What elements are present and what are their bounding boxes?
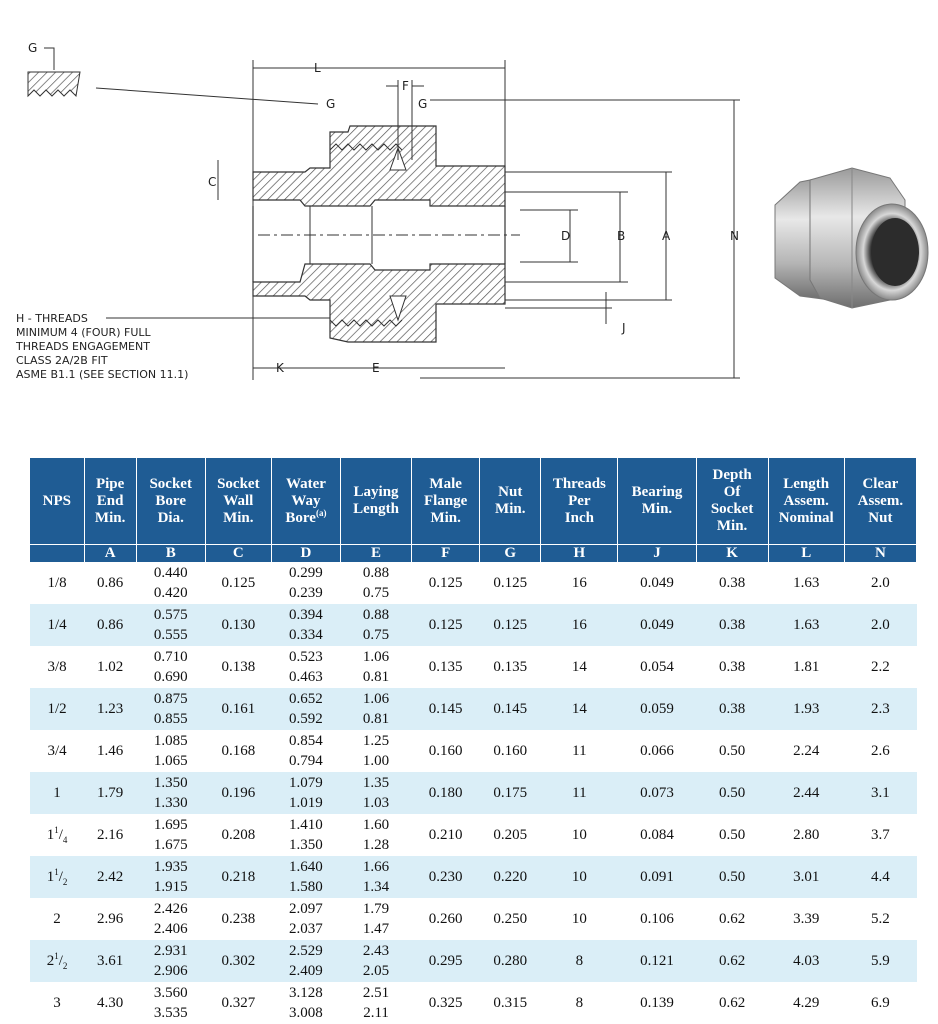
table-row (30, 772, 917, 814)
letter-cell: F (412, 545, 480, 563)
dim-label-d: D (561, 229, 571, 243)
cell-socket-wall: 0.168 (205, 730, 271, 772)
cell-pipe-end: 2.96 (84, 898, 136, 940)
union-cross-section-svg (0, 0, 938, 420)
cell-threads-per-inch: 11 (541, 772, 618, 814)
cell-bearing: 0.106 (618, 898, 696, 940)
cell-threads-per-inch: 8 (541, 982, 618, 1024)
cell-laying-length: 0.88 0.75 (340, 562, 411, 604)
cell-pipe-end: 1.23 (84, 688, 136, 730)
cell-nps: 3 (30, 982, 84, 1024)
cell-water-way-bore: 0.394 0.334 (271, 604, 340, 646)
cell-pipe-end: 1.79 (84, 772, 136, 814)
letter-cell: K (696, 545, 768, 563)
cell-length-assem: 2.24 (768, 730, 844, 772)
cell-threads-per-inch: 14 (541, 688, 618, 730)
cell-socket-depth: 0.62 (696, 898, 768, 940)
cell-male-flange: 0.145 (412, 688, 480, 730)
header-socket-wall-min: Socket Wall Min. (205, 458, 271, 545)
cell-bearing: 0.049 (618, 604, 696, 646)
cell-pipe-end: 0.86 (84, 604, 136, 646)
cell-bearing: 0.059 (618, 688, 696, 730)
cell-water-way-bore: 0.854 0.794 (271, 730, 340, 772)
table-row (30, 604, 917, 646)
cell-socket-depth: 0.38 (696, 646, 768, 688)
cell-laying-length: 1.66 1.34 (340, 856, 411, 898)
cell-socket-bore: 1.350 1.330 (136, 772, 205, 814)
cell-water-way-bore: 2.529 2.409 (271, 940, 340, 982)
cell-socket-bore: 1.935 1.915 (136, 856, 205, 898)
cell-length-assem: 1.63 (768, 604, 844, 646)
cell-male-flange: 0.295 (412, 940, 480, 982)
cell-length-assem: 4.03 (768, 940, 844, 982)
cell-socket-bore: 0.875 0.855 (136, 688, 205, 730)
table-body (30, 562, 917, 1024)
cell-water-way-bore: 0.523 0.463 (271, 646, 340, 688)
cell-socket-wall: 0.138 (205, 646, 271, 688)
cell-length-assem: 4.29 (768, 982, 844, 1024)
cell-clear-assem-nut: 2.6 (844, 730, 916, 772)
cell-socket-depth: 0.62 (696, 982, 768, 1024)
cell-nps: 1/2 (30, 688, 84, 730)
header-pipe-end-min: Pipe End Min. (84, 458, 136, 545)
cell-length-assem: 1.93 (768, 688, 844, 730)
dim-label-g-left: G (326, 97, 336, 111)
header-nps: NPS (30, 458, 84, 545)
cell-nut: 0.175 (480, 772, 541, 814)
cell-nut: 0.145 (480, 688, 541, 730)
cell-bearing: 0.054 (618, 646, 696, 688)
cell-socket-wall: 0.327 (205, 982, 271, 1024)
letter-cell: N (844, 545, 916, 563)
cell-socket-depth: 0.62 (696, 940, 768, 982)
cell-socket-bore: 1.085 1.065 (136, 730, 205, 772)
cell-laying-length: 1.06 0.81 (340, 688, 411, 730)
cell-male-flange: 0.180 (412, 772, 480, 814)
cell-socket-wall: 0.238 (205, 898, 271, 940)
cell-water-way-bore: 1.079 1.019 (271, 772, 340, 814)
cell-clear-assem-nut: 6.9 (844, 982, 916, 1024)
header-bearing-min: Bearing Min. (618, 458, 696, 545)
cell-pipe-end: 1.46 (84, 730, 136, 772)
cell-male-flange: 0.135 (412, 646, 480, 688)
cell-clear-assem-nut: 2.3 (844, 688, 916, 730)
cell-nut: 0.125 (480, 604, 541, 646)
cell-nut: 0.125 (480, 562, 541, 604)
cell-clear-assem-nut: 2.0 (844, 604, 916, 646)
cell-socket-wall: 0.208 (205, 814, 271, 856)
cell-laying-length: 1.60 1.28 (340, 814, 411, 856)
cell-threads-per-inch: 8 (541, 940, 618, 982)
header-row (30, 458, 917, 545)
cell-socket-bore: 2.931 2.906 (136, 940, 205, 982)
cell-socket-bore: 2.426 2.406 (136, 898, 205, 940)
union-drawing-figure (0, 0, 938, 420)
dim-label-e: E (372, 361, 380, 375)
dim-label-n: N (730, 229, 739, 243)
cell-nps: 3/8 (30, 646, 84, 688)
dim-label-b: B (617, 229, 626, 243)
cell-socket-wall: 0.196 (205, 772, 271, 814)
table-row (30, 898, 917, 940)
cell-threads-per-inch: 16 (541, 604, 618, 646)
bore-footnote-mark: (a) (315, 507, 327, 518)
table-row (30, 730, 917, 772)
header-water-way-bore: Water Way Bore$^{(a)}$ (271, 458, 340, 545)
letter-cell: J (618, 545, 696, 563)
header-nut-min: Nut Min. (480, 458, 541, 545)
cell-length-assem: 2.80 (768, 814, 844, 856)
table-row (30, 940, 917, 982)
cell-socket-wall: 0.130 (205, 604, 271, 646)
letter-cell: L (768, 545, 844, 563)
header-socket-bore-dia: Socket Bore Dia. (136, 458, 205, 545)
cell-nut: 0.160 (480, 730, 541, 772)
cell-socket-depth: 0.50 (696, 814, 768, 856)
table-row (30, 814, 917, 856)
note-line: MINIMUM 4 (FOUR) FULL (16, 326, 151, 339)
cell-clear-assem-nut: 2.0 (844, 562, 916, 604)
cell-clear-assem-nut: 3.7 (844, 814, 916, 856)
letter-cell: B (136, 545, 205, 563)
cell-length-assem: 3.39 (768, 898, 844, 940)
cell-threads-per-inch: 11 (541, 730, 618, 772)
cell-bearing: 0.049 (618, 562, 696, 604)
cell-nps: 2 (30, 898, 84, 940)
cell-male-flange: 0.230 (412, 856, 480, 898)
dim-label-g-detail: G (28, 41, 38, 55)
header-depth-of-socket-min: Depth Of Socket Min. (696, 458, 768, 545)
dim-label-k: K (276, 361, 284, 375)
cell-male-flange: 0.125 (412, 562, 480, 604)
cell-socket-wall: 0.125 (205, 562, 271, 604)
cell-nut: 0.315 (480, 982, 541, 1024)
cell-length-assem: 2.44 (768, 772, 844, 814)
dim-label-a: A (662, 229, 671, 243)
cell-clear-assem-nut: 4.4 (844, 856, 916, 898)
table-row (30, 646, 917, 688)
cell-nps: 1/4 (30, 604, 84, 646)
table-row (30, 982, 917, 1024)
cell-socket-depth: 0.50 (696, 856, 768, 898)
cell-socket-bore: 1.695 1.675 (136, 814, 205, 856)
cell-socket-bore: 3.560 3.535 (136, 982, 205, 1024)
letter-cell: G (480, 545, 541, 563)
cell-nut: 0.220 (480, 856, 541, 898)
cell-male-flange: 0.325 (412, 982, 480, 1024)
cell-water-way-bore: 0.299 0.239 (271, 562, 340, 604)
dim-label-g-right: G (418, 97, 428, 111)
cell-length-assem: 3.01 (768, 856, 844, 898)
cell-nps: 1/8 (30, 562, 84, 604)
cell-nut: 0.280 (480, 940, 541, 982)
cell-bearing: 0.084 (618, 814, 696, 856)
cell-socket-bore: 0.440 0.420 (136, 562, 205, 604)
cell-water-way-bore: 2.097 2.037 (271, 898, 340, 940)
cell-bearing: 0.091 (618, 856, 696, 898)
letter-cell: H (541, 545, 618, 563)
cell-laying-length: 2.51 2.11 (340, 982, 411, 1024)
cell-pipe-end: 3.61 (84, 940, 136, 982)
cell-socket-bore: 0.710 0.690 (136, 646, 205, 688)
cell-clear-assem-nut: 3.1 (844, 772, 916, 814)
cell-nps: $1^1/_4$ (30, 814, 84, 856)
header-length-assem-nominal: Length Assem. Nominal (768, 458, 844, 545)
cell-clear-assem-nut: 5.9 (844, 940, 916, 982)
union-body-section (253, 126, 520, 342)
cell-male-flange: 0.260 (412, 898, 480, 940)
cell-threads-per-inch: 10 (541, 856, 618, 898)
cell-nps: $2^1/_2$ (30, 940, 84, 982)
note-line: H - THREADS (16, 312, 88, 325)
cell-bearing: 0.139 (618, 982, 696, 1024)
cell-bearing: 0.121 (618, 940, 696, 982)
cell-laying-length: 1.35 1.03 (340, 772, 411, 814)
table-row (30, 688, 917, 730)
cell-laying-length: 1.06 0.81 (340, 646, 411, 688)
cell-male-flange: 0.160 (412, 730, 480, 772)
cell-male-flange: 0.210 (412, 814, 480, 856)
union-product-photo (775, 168, 928, 308)
note-line: ASME B1.1 (SEE SECTION 11.1) (16, 368, 189, 381)
dim-label-f: F (402, 79, 409, 93)
cell-laying-length: 0.88 0.75 (340, 604, 411, 646)
cell-socket-depth: 0.38 (696, 688, 768, 730)
cell-threads-per-inch: 14 (541, 646, 618, 688)
dim-label-c: C (208, 175, 217, 189)
cell-male-flange: 0.125 (412, 604, 480, 646)
cell-pipe-end: 0.86 (84, 562, 136, 604)
dim-label-l: L (314, 61, 321, 75)
cell-socket-wall: 0.218 (205, 856, 271, 898)
letter-cell: E (340, 545, 411, 563)
note-line: THREADS ENGAGEMENT (16, 340, 150, 353)
cell-nps: 1 (30, 772, 84, 814)
cell-clear-assem-nut: 2.2 (844, 646, 916, 688)
cell-threads-per-inch: 10 (541, 814, 618, 856)
letter-cell (30, 545, 84, 563)
dim-label-j: J (622, 321, 626, 335)
cell-pipe-end: 2.16 (84, 814, 136, 856)
header-threads-per-inch: Threads Per Inch (541, 458, 618, 545)
letter-cell: D (271, 545, 340, 563)
cell-pipe-end: 2.42 (84, 856, 136, 898)
cell-nut: 0.135 (480, 646, 541, 688)
cell-nut: 0.250 (480, 898, 541, 940)
cell-pipe-end: 1.02 (84, 646, 136, 688)
cell-clear-assem-nut: 5.2 (844, 898, 916, 940)
cell-water-way-bore: 1.640 1.580 (271, 856, 340, 898)
cell-nut: 0.205 (480, 814, 541, 856)
header-clear-assem-nut: Clear Assem. Nut (844, 458, 916, 545)
cell-laying-length: 1.79 1.47 (340, 898, 411, 940)
cell-laying-length: 1.25 1.00 (340, 730, 411, 772)
cell-socket-depth: 0.50 (696, 730, 768, 772)
union-dimension-table (30, 458, 917, 1024)
letter-cell: A (84, 545, 136, 563)
letter-row (30, 545, 917, 563)
cell-nps: $1^1/_2$ (30, 856, 84, 898)
cell-laying-length: 2.43 2.05 (340, 940, 411, 982)
letter-cell: C (205, 545, 271, 563)
cell-water-way-bore: 0.652 0.592 (271, 688, 340, 730)
table-row (30, 562, 917, 604)
cell-socket-depth: 0.50 (696, 772, 768, 814)
cell-socket-depth: 0.38 (696, 604, 768, 646)
cell-bearing: 0.073 (618, 772, 696, 814)
cell-threads-per-inch: 16 (541, 562, 618, 604)
cell-socket-wall: 0.161 (205, 688, 271, 730)
cell-threads-per-inch: 10 (541, 898, 618, 940)
thread-detail (28, 41, 318, 104)
cell-length-assem: 1.81 (768, 646, 844, 688)
table-row (30, 856, 917, 898)
cell-socket-bore: 0.575 0.555 (136, 604, 205, 646)
cell-nps: 3/4 (30, 730, 84, 772)
cell-water-way-bore: 3.128 3.008 (271, 982, 340, 1024)
cell-socket-depth: 0.38 (696, 562, 768, 604)
note-line: CLASS 2A/2B FIT (16, 354, 108, 367)
cell-bearing: 0.066 (618, 730, 696, 772)
cell-water-way-bore: 1.410 1.350 (271, 814, 340, 856)
cell-socket-wall: 0.302 (205, 940, 271, 982)
header-male-flange-min: Male Flange Min. (412, 458, 480, 545)
header-laying-length: Laying Length (340, 458, 411, 545)
cell-pipe-end: 4.30 (84, 982, 136, 1024)
threads-note (15, 312, 188, 381)
cell-length-assem: 1.63 (768, 562, 844, 604)
